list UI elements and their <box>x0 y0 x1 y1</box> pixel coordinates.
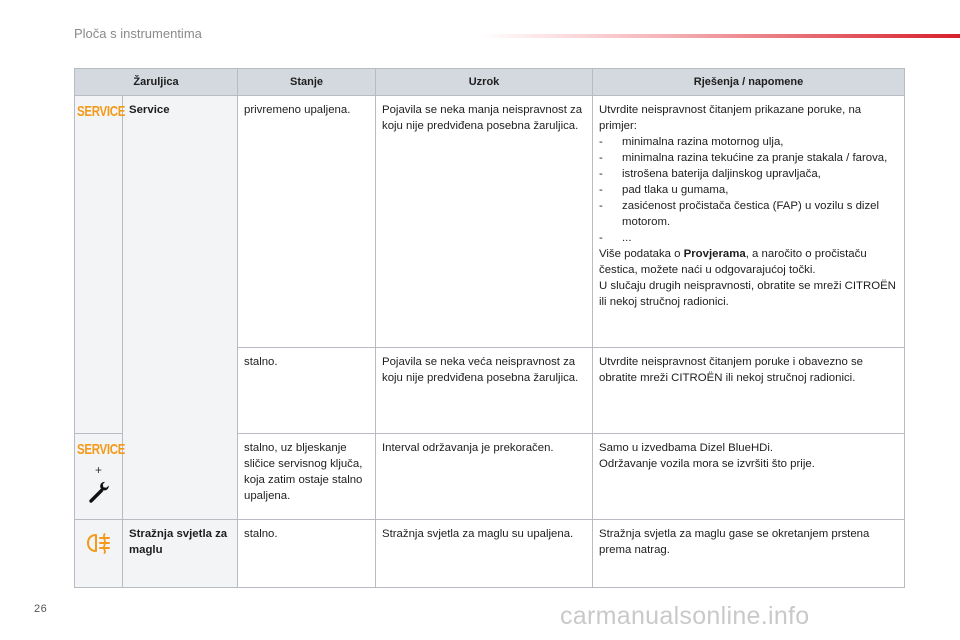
list-item: - minimalna razina motornog ulja, <box>599 134 898 150</box>
more-info-suffix: , a naročito o pročistaču čestica, možete naći u odgovarajućoj točki. <box>599 248 867 276</box>
list-item: - pad tlaka u gumama, <box>599 182 898 198</box>
solution-cell: Utvrdite neispravnost čitanjem poruke i obavezno se obratite mreži CITROËN ili nekoj stručnoj radionici. <box>593 348 905 434</box>
solution-more-info <box>599 246 898 278</box>
solution-intro: Utvrdite neispravnost čitanjem prikazane poruke, na primjer: <box>599 104 862 132</box>
lamp-name-service: Service <box>123 96 238 520</box>
table-row <box>75 96 905 348</box>
cause-cell: Pojavila se neka veća neispravnost za koju nije predviđena posebna žaruljica. <box>376 348 593 434</box>
service-icon: SERVICE <box>77 442 126 458</box>
table-row <box>75 520 905 588</box>
column-header-solutions: Rješenja / napomene <box>593 69 905 96</box>
list-item: - minimalna razina tekućine za pranje stakala / farova, <box>599 150 898 166</box>
list-item: - zasićenost pročistača čestica (FAP) u vozilu s dizel motorom. <box>599 198 898 230</box>
header-accent-rule <box>480 34 960 38</box>
service-icon-cell <box>75 96 126 434</box>
column-header-cause: Uzrok <box>376 69 593 96</box>
wrench-icon <box>87 480 111 504</box>
solution-outro: U slučaju drugih neispravnosti, obratite se mreži CITROËN ili nekoj stručnoj radionici. <box>599 280 896 308</box>
column-header-state: Stanje <box>238 69 376 96</box>
solution-list <box>599 134 898 246</box>
plus-sign: + <box>94 463 102 477</box>
more-info-prefix: Više podataka o <box>599 248 684 260</box>
state-cell: privremeno upaljena. <box>238 96 376 348</box>
solution-cell: Stražnja svjetla za maglu gase se okretanjem prstena prema natrag. <box>593 520 905 588</box>
state-cell: stalno. <box>238 520 376 588</box>
more-info-keyword: Provjerama <box>683 248 746 260</box>
list-item: - istrošena baterija daljinskog upravljača, <box>599 166 898 182</box>
lamp-name-rear-fog: Stražnja svjetla za maglu <box>123 520 238 588</box>
table-header-row <box>75 69 905 96</box>
service-icon: SERVICE <box>77 104 126 120</box>
solution-cell <box>593 96 905 348</box>
solution-line: Samo u izvedbama Dizel BlueHDi. <box>599 442 774 454</box>
cause-cell: Interval održavanja je prekoračen. <box>376 434 593 520</box>
page-number: 26 <box>34 603 48 615</box>
state-cell: stalno, uz bljeskanje sličice servisnog ključa, koja zatim ostaje stalno upaljena. <box>238 434 376 520</box>
service-key-icon-cell <box>75 434 126 520</box>
warning-lamps-table <box>74 68 905 588</box>
column-header-lamp: Žaruljica <box>75 69 238 96</box>
cause-cell: Pojavila se neka manja neispravnost za koju nije predviđena posebna žaruljica. <box>376 96 593 348</box>
page-header-title: Ploča s instrumentima <box>74 26 202 41</box>
rear-fog-icon-cell <box>75 520 123 588</box>
rear-fog-lamp-icon <box>84 532 114 554</box>
list-item: - ... <box>599 230 898 246</box>
solution-cell <box>593 434 905 520</box>
cause-cell: Stražnja svjetla za maglu su upaljena. <box>376 520 593 588</box>
solution-line: Održavanje vozila mora se izvršiti što prije. <box>599 458 815 470</box>
state-cell: stalno. <box>238 348 376 434</box>
watermark: carmanualsonline.info <box>560 602 810 630</box>
